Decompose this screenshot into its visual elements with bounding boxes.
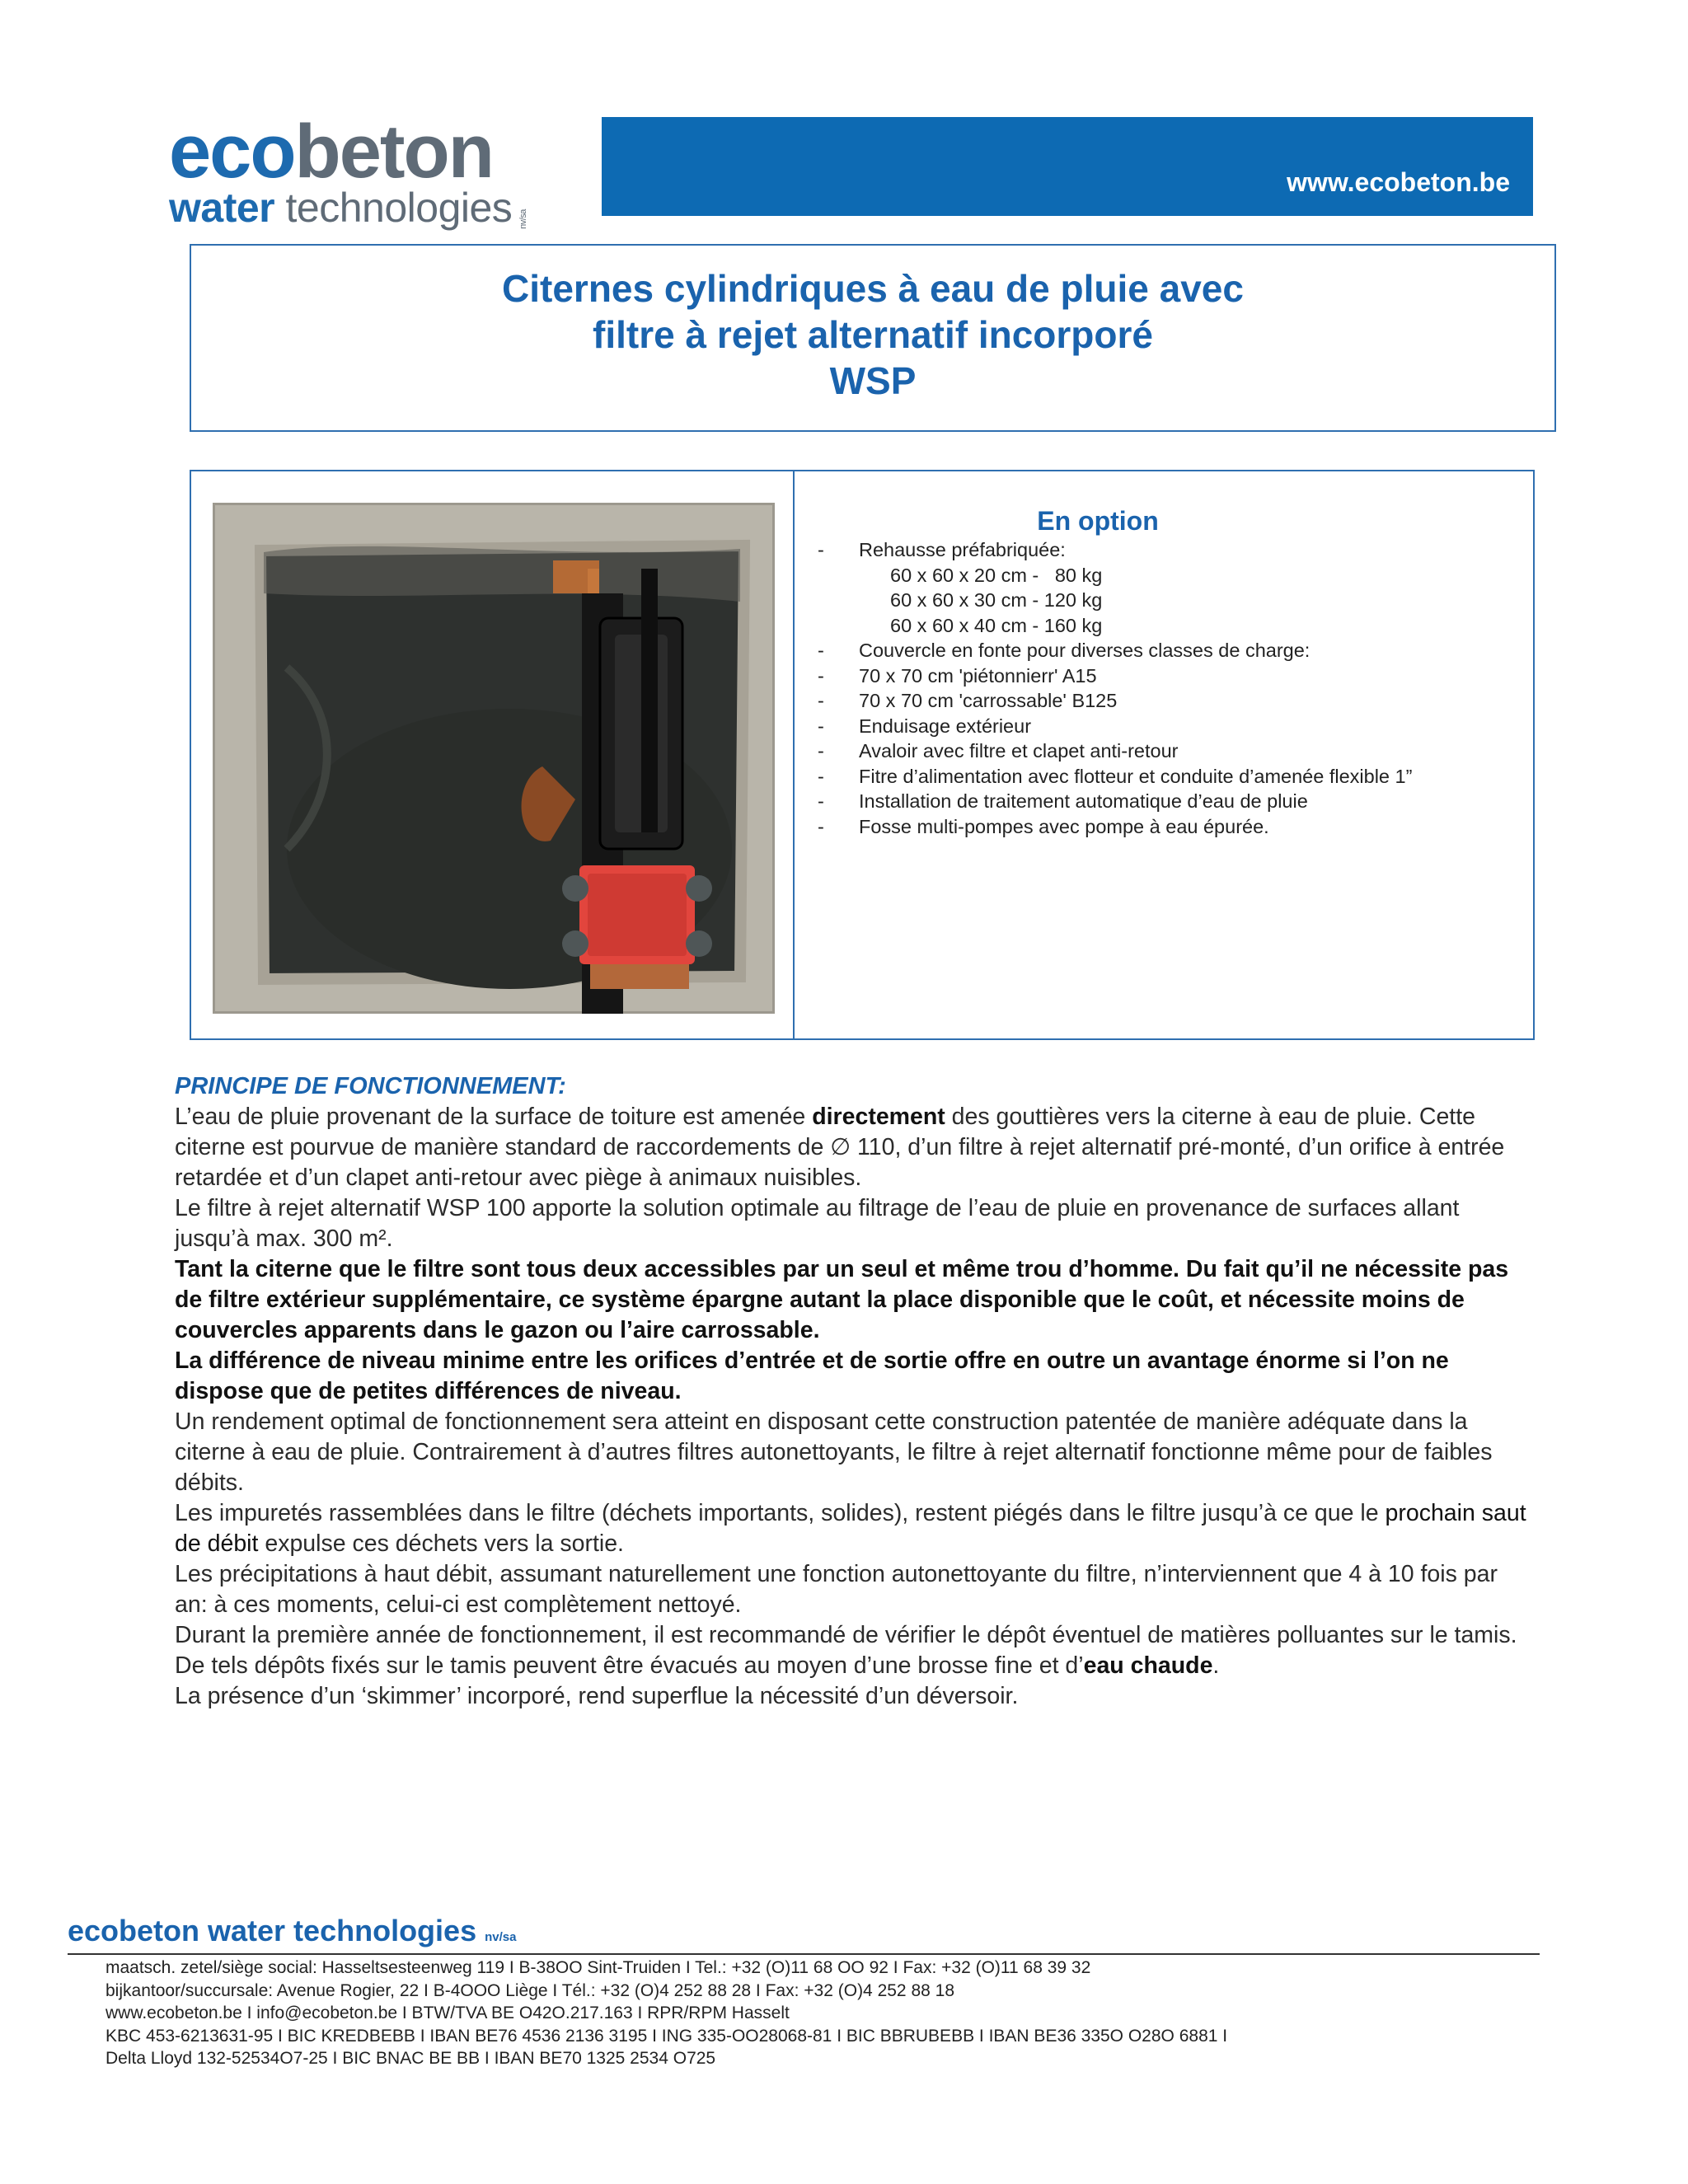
table-divider bbox=[793, 471, 795, 1038]
footer-line: bijkantoor/succursale: Avenue Rogier, 22 I B-4OOO Liège I Tél.: +32 (O)4 252 88 28 I Fax: +32 (O)4 252 88 18 bbox=[106, 1980, 954, 2000]
option-item: - 70 x 70 cm 'piétonnierr' A15 bbox=[818, 664, 1097, 687]
paragraph-7: Les précipitations à haut débit, assumant naturellement une fonction autonettoyante du filtre, n’interviennent que 4 à 10 fois par an: à ces moments, celui-ci est complètement nettoyé. bbox=[175, 1561, 1498, 1618]
option-item: - Fosse multi-pompes avec pompe à eau épurée. bbox=[818, 815, 1269, 837]
paragraph-9: La présence d’un ‘skimmer’ incorporé, rend superflue la nécessité d’un déversoir. bbox=[175, 1683, 1019, 1709]
footer-line: Delta Lloyd 132-52534O7-25 I BIC BNAC BE BB I IBAN BE70 1325 2534 O725 bbox=[106, 2049, 716, 2068]
footer-line: www.ecobeton.be I info@ecobeton.be I BTW/TVA BE O42O.217.163 I RPR/RPM Hasselt bbox=[106, 2004, 790, 2022]
option-item: - Rehausse préfabriquée: bbox=[818, 539, 1066, 560]
title-line-2: filtre à rejet alternatif incorporé bbox=[593, 313, 1153, 356]
title-line-3: WSP bbox=[829, 359, 917, 402]
paragraph-5: Un rendement optimal de fonctionnement sera atteint en disposant cette construction patentée de manière adéquate dans la citerne à eau de pluie. Contrairement à d’autres filtres autonettoyants, le filtre à rejet alternatif fonctionne même pour de faibles débits. bbox=[175, 1408, 1493, 1496]
option-item: - Enduisage extérieur bbox=[818, 715, 1032, 737]
options-heading: En option bbox=[1037, 506, 1159, 536]
paragraph-2: Le filtre à rejet alternatif WSP 100 apporte la solution optimale au filtrage de l’eau de pluie en provenance de surfaces allant jusqu’à max. 300 m². bbox=[175, 1195, 1460, 1252]
options-list bbox=[808, 537, 1517, 839]
footer-line: maatsch. zetel/siège social: Hasseltsesteenweg 119 I B-38OO Sint-Truiden I Tel.: +32 (O)11 68 OO 92 I Fax: +32 (O)11 68 39 32 bbox=[106, 1958, 1091, 1977]
title-line-1: Citernes cylindriques à eau de pluie avec bbox=[502, 267, 1244, 310]
principe-heading: PRINCIPE DE FONCTIONNEMENT: bbox=[175, 1073, 566, 1099]
logo-text-water: water bbox=[169, 185, 275, 231]
title-box bbox=[190, 244, 1556, 432]
option-item: - 70 x 70 cm 'carrossable' B125 bbox=[818, 690, 1118, 711]
paragraph-4: La différence de niveau minime entre les orifices d’entrée et de sortie offre en outre un avantage énorme si l’on ne dispose que de petites différences de niveau. bbox=[175, 1347, 1449, 1404]
paragraph-3: Tant la citerne que le filtre sont tous deux accessibles par un seul et même trou d’homme. Du fait qu’il ne nécessite pas de filtre extérieur supplémentaire, ce système épargne autant la place disponible que le coût, et nécessite moins de couvercles apparents dans le gazon ou l’aire carrossable. bbox=[175, 1256, 1509, 1343]
logo-text-beton: beton bbox=[294, 110, 493, 194]
paragraph-8: Durant la première année de fonctionnement, il est recommandé de vérifier le dépôt éventuel de matières polluantes sur le tamis. De tels dépôts fixés sur le tamis peuvent être évacués au moyen d’une brosse fine et d’eau chaude. bbox=[175, 1622, 1517, 1679]
option-item: - Installation de traitement automatique d’eau de pluie bbox=[818, 790, 1308, 812]
option-item: - Avaloir avec filtre et clapet anti-retour bbox=[818, 740, 1179, 762]
paragraph-1: L’eau de pluie provenant de la surface de toiture est amenée directement des gouttières vers la citerne à eau de pluie. Cette citerne est pourvue de manière standard de raccordements de ∅ 110, d’un filtre à rejet alternatif pré-monté, d’un orifice à entrée retardée et d’un clapet anti-retour avec piège à animaux nuisibles. bbox=[175, 1104, 1505, 1191]
footer-contact-info bbox=[106, 1957, 1227, 2070]
company-logo bbox=[169, 110, 556, 231]
principe-section bbox=[175, 1071, 1535, 1712]
option-subitem: 60 x 60 x 20 cm - 80 kg bbox=[890, 564, 1103, 586]
logo-nv: nv/sa bbox=[518, 209, 529, 229]
logo-text-technologies: technologies bbox=[285, 185, 513, 231]
header-banner bbox=[602, 117, 1533, 216]
paragraph-6: Les impuretés rassemblées dans le filtre (déchets importants, solides), restent piégés dans le filtre jusqu’à ce que le prochain saut de débit expulse ces déchets vers la sortie. bbox=[175, 1500, 1526, 1557]
option-item: - Couvercle en fonte pour diverses classes de charge: bbox=[818, 640, 1311, 661]
option-subitem: 60 x 60 x 30 cm - 120 kg bbox=[890, 589, 1103, 611]
footer-company-name: ecobeton water technologies nv/sa bbox=[68, 1914, 517, 1947]
product-photo bbox=[213, 503, 775, 1014]
footer-line: KBC 453-6213631-95 I BIC KREDBEBB I IBAN BE76 4536 2136 3195 I ING 335-OO28068-81 I BIC BBRUBEBB I IBAN BE36 335O O28O 6881 I bbox=[106, 2026, 1228, 2046]
option-item: - Fitre d’alimentation avec flotteur et conduite d’amenée flexible 1” bbox=[818, 765, 1413, 787]
footer-divider bbox=[68, 1953, 1540, 1955]
options-table bbox=[190, 470, 1535, 1040]
website-link[interactable]: www.ecobeton.be bbox=[1287, 167, 1510, 197]
option-subitem: 60 x 60 x 40 cm - 160 kg bbox=[890, 614, 1103, 636]
logo-text-eco: eco bbox=[169, 110, 295, 194]
